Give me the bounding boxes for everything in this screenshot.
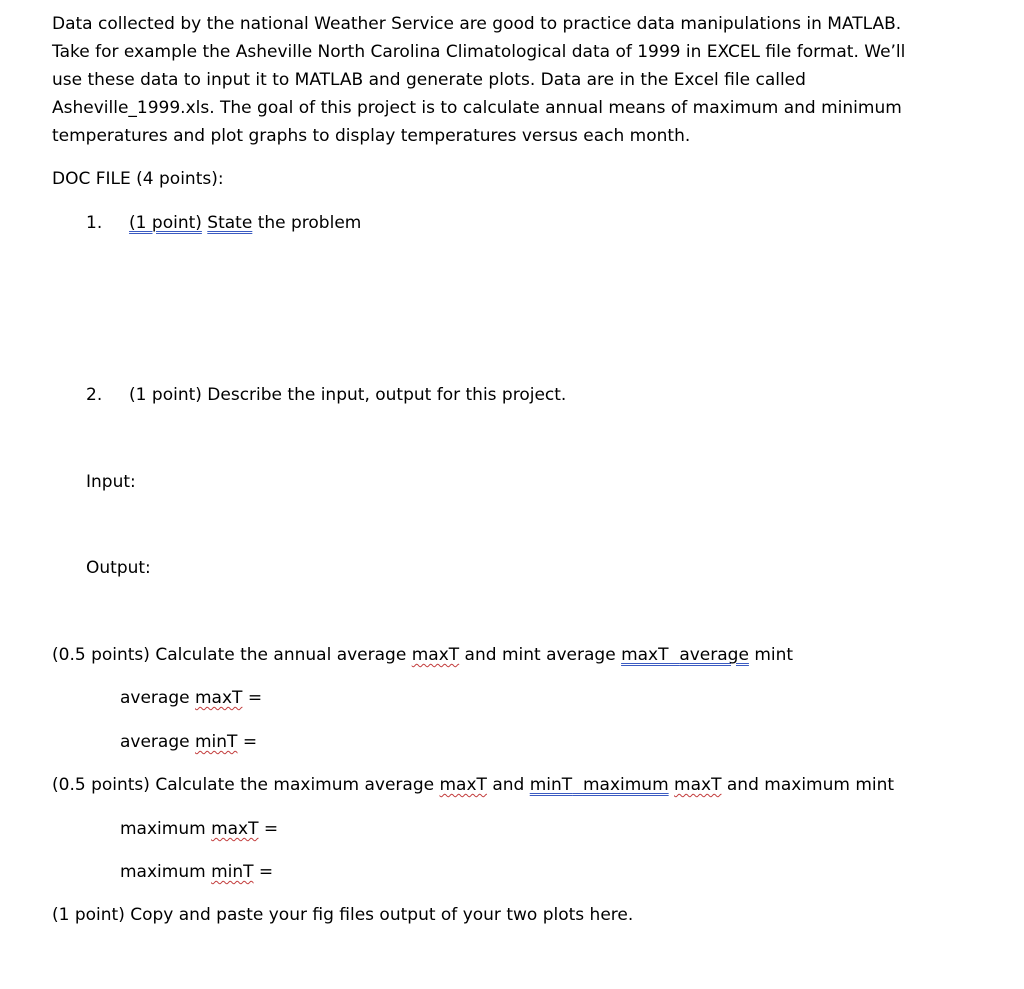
maximum-maxT-equals: = [258,819,279,839]
question-1-rest: the problem [252,213,362,233]
maximum-question-prefix: (0.5 points) Calculate the maximum average [52,775,440,795]
maximum-maxT-word: maxT [211,819,259,839]
maximum-question [52,774,894,796]
maximum-minT-label: maximum [120,862,212,882]
average-minT-equals: = [237,732,258,752]
maximum-maxT-line [120,818,278,840]
intro-line-4: Asheville_1999.xls. The goal of this project is to calculate annual means of maximum and minimum [52,98,902,118]
question-1-state: State [207,213,253,233]
maximum-maxT-label: maximum [120,819,212,839]
average-question-end: mint [748,645,794,665]
average-question-maxT2: maxT [621,645,669,665]
doc-file-heading: DOC FILE (4 points): [52,169,224,189]
intro-line-3: use these data to input it to MATLAB and generate plots. Data are in the Excel file called [52,70,806,90]
question-1-points: (1 point) [129,213,202,233]
question-1-number: 1. [86,213,103,233]
question-2-number: 2. [86,385,103,405]
average-question-prefix: (0.5 points) Calculate the annual average [52,645,412,665]
average-question-mid: and mint average [459,645,622,665]
maximum-question-maxT2: maxT [674,775,722,795]
maximum-question-maximum: maximum [582,775,669,795]
average-question-maxT: maxT [411,645,460,665]
maximum-question-minT: minT [529,775,573,795]
intro-line-5: temperatures and plot graphs to display temperatures versus each month. [52,126,691,146]
intro-paragraph [52,10,952,150]
intro-line-1: Data collected by the national Weather Service are good to practice data manipulations in MATLAB. [52,14,902,34]
question-2-text: (1 point) Describe the input, output for this project. [129,385,567,405]
final-instruction: (1 point) Copy and paste your fig files output of your two plots here. [52,905,634,925]
question-2 [86,384,566,406]
maximum-minT-word: minT [211,862,254,882]
question-1 [86,212,361,234]
average-minT-line [120,731,257,753]
average-minT-word: minT [195,732,238,752]
maximum-question-maxT: maxT [439,775,487,795]
output-label: Output: [86,558,151,578]
maximum-question-end: and maximum mint [721,775,895,795]
average-minT-label: average [120,732,195,752]
average-question [52,644,793,666]
maximum-minT-equals: = [253,862,274,882]
maximum-question-and: and [486,775,530,795]
average-maxT-word: maxT [195,688,243,708]
average-question-space [669,645,680,665]
average-question-average: average [679,645,749,665]
maximum-question-space [572,775,583,795]
input-label: Input: [86,472,136,492]
maximum-minT-line [120,861,273,883]
average-maxT-label: average [120,688,195,708]
average-maxT-line [120,687,262,709]
average-maxT-equals: = [242,688,263,708]
intro-line-2: Take for example the Asheville North Carolina Climatological data of 1999 in EXCEL file format. We’ll [52,42,906,62]
